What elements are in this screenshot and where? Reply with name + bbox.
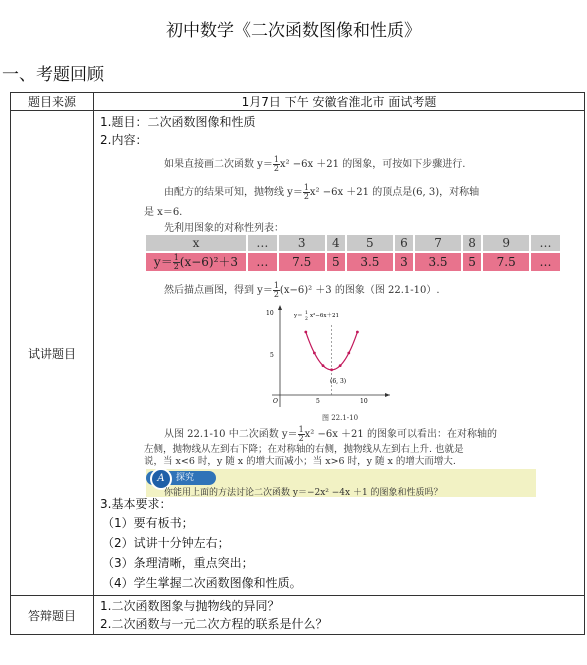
value-cell: 3 <box>395 253 413 271</box>
explore-text: 你能用上面的方法讨论二次函数 y＝−2x² −4x ＋1 的图象和性质吗？ <box>164 488 443 498</box>
obs-text-a: 从图 22.1-10 中二次函数 y＝ <box>164 429 298 440</box>
observation-line-3: 说，当 x<6 时，y 随 x 的增大而减小；当 x>6 时，y 随 x 的增大而增大. <box>144 456 456 467</box>
row-label-cell: y＝ $\frac{1}{2}$ (x−6)²＋3 <box>146 253 246 271</box>
exam-table <box>10 92 585 635</box>
header-cell: … <box>248 235 277 251</box>
requirement-item: （4）学生掌握二次函数图像和性质。 <box>102 576 302 590</box>
source-value: 1月7日 下午 安徽省淮北市 面试考题 <box>94 93 585 111</box>
lecture-label: 试讲题目 <box>11 111 94 596</box>
defense-question: 2.二次函数与一元二次方程的联系是什么？ <box>100 617 328 631</box>
source-row <box>11 93 585 111</box>
vertex-text-a: 由配方的结果可知，抛物线 y＝ <box>164 187 303 198</box>
explore-label: 探究 <box>176 473 195 483</box>
header-cell: 3 <box>279 235 325 251</box>
defense-row <box>11 596 585 635</box>
table-intro: 先利用图象的对称性列表： <box>164 223 284 234</box>
header-cell: 5 <box>347 235 393 251</box>
curve-label-b: x²−6x＋21 <box>310 313 340 319</box>
value-cell: 7.5 <box>279 253 325 271</box>
curve-point <box>356 331 359 334</box>
y-tick-5: 5 <box>270 352 274 359</box>
value-cell: 3.5 <box>415 253 461 271</box>
explore-badge <box>146 471 216 485</box>
explore-box <box>146 469 536 497</box>
vertex-text-b: x² −6x ＋21 的顶点是(6, 3)，对称轴 <box>309 187 480 198</box>
parabola-graph <box>264 303 394 411</box>
header-cell: x <box>146 235 246 251</box>
x-tick-5: 5 <box>316 398 320 405</box>
document-title: 初中数学《二次函数图像和性质》 <box>166 21 421 41</box>
value-table <box>144 233 562 273</box>
plot-text-a: 然后描点画图，得到 y＝ <box>164 285 273 296</box>
plot-text-b: (x−6)² ＋3 的图象（图 22.1-10）. <box>279 285 440 296</box>
defense-label: 答辩题目 <box>11 596 94 635</box>
lecture-row <box>11 111 585 596</box>
observation-line-2: 左侧，抛物线从左到右下降；在对称轴的右侧，抛物线从左到右上升. 也就是 <box>144 444 464 455</box>
header-cell: 8 <box>463 235 481 251</box>
curve-label-frac-den: 2 <box>305 317 308 322</box>
y-axis-arrow <box>278 305 282 310</box>
vertex-line <box>164 183 479 201</box>
curve-label-a: y＝ <box>294 313 303 319</box>
defense-question: 1.二次函数图象与抛物线的异同？ <box>100 599 280 613</box>
graph-caption: 图 22.1-10 <box>322 414 359 422</box>
requirement-item: （1）要有板书； <box>102 516 194 530</box>
y-tick-10: 10 <box>266 310 274 317</box>
fraction: $\frac{1}{2}$ <box>273 155 279 173</box>
value-cell: … <box>531 253 560 271</box>
intro-line <box>164 155 465 173</box>
header-cell: 4 <box>327 235 345 251</box>
header-cell: 7 <box>415 235 461 251</box>
curve-point <box>347 352 350 355</box>
lecture-content <box>94 111 585 596</box>
intro-text-a: 如果直接画二次函数 y＝ <box>164 159 273 170</box>
curve-label-frac-num: 1 <box>305 311 308 316</box>
explore-icon: A <box>150 468 172 490</box>
header-cell: 6 <box>395 235 413 251</box>
curve-point <box>313 352 316 355</box>
curve-point <box>304 331 307 334</box>
requirement-item: （2）试讲十分钟左右； <box>102 536 230 550</box>
curve-point <box>330 368 333 371</box>
value-cell: 3.5 <box>347 253 393 271</box>
axis-line: 是 x＝6. <box>144 207 183 218</box>
requirements-title: 3.基本要求： <box>100 497 172 511</box>
textbook-excerpt <box>144 151 564 498</box>
curve-point <box>322 364 325 367</box>
curve-point <box>339 364 342 367</box>
value-cell: 5 <box>463 253 481 271</box>
content-label: 2.内容： <box>100 133 148 147</box>
value-cell: 7.5 <box>483 253 529 271</box>
origin-label: O <box>273 398 278 405</box>
value-cell: 5 <box>327 253 345 271</box>
header-cell: 9 <box>483 235 529 251</box>
fraction: $\frac{1}{2}$ <box>298 425 304 443</box>
section-heading: 一、考题回顾 <box>2 65 104 85</box>
fraction: $\frac{1}{2}$ <box>303 183 309 201</box>
intro-text-b: x² −6x ＋21 的图象，可按如下步骤进行. <box>279 159 466 170</box>
fraction: $\frac{1}{2}$ <box>273 281 279 299</box>
plot-line <box>164 281 440 299</box>
value-cell: … <box>248 253 277 271</box>
value-table-row <box>146 253 560 271</box>
value-table-header <box>146 235 560 251</box>
header-cell: … <box>531 235 560 251</box>
topic-line: 1.题目：二次函数图像和性质 <box>100 115 256 129</box>
obs-text-b: x² −6x ＋21 的图象可以看出：在对称轴的 <box>304 429 497 440</box>
defense-content <box>94 596 585 635</box>
x-axis-arrow <box>385 393 390 397</box>
vertex-label: (6, 3) <box>330 378 347 385</box>
requirement-item: （3）条理清晰，重点突出； <box>102 556 254 570</box>
x-tick-10: 10 <box>360 398 368 405</box>
source-label: 题目来源 <box>11 93 94 111</box>
